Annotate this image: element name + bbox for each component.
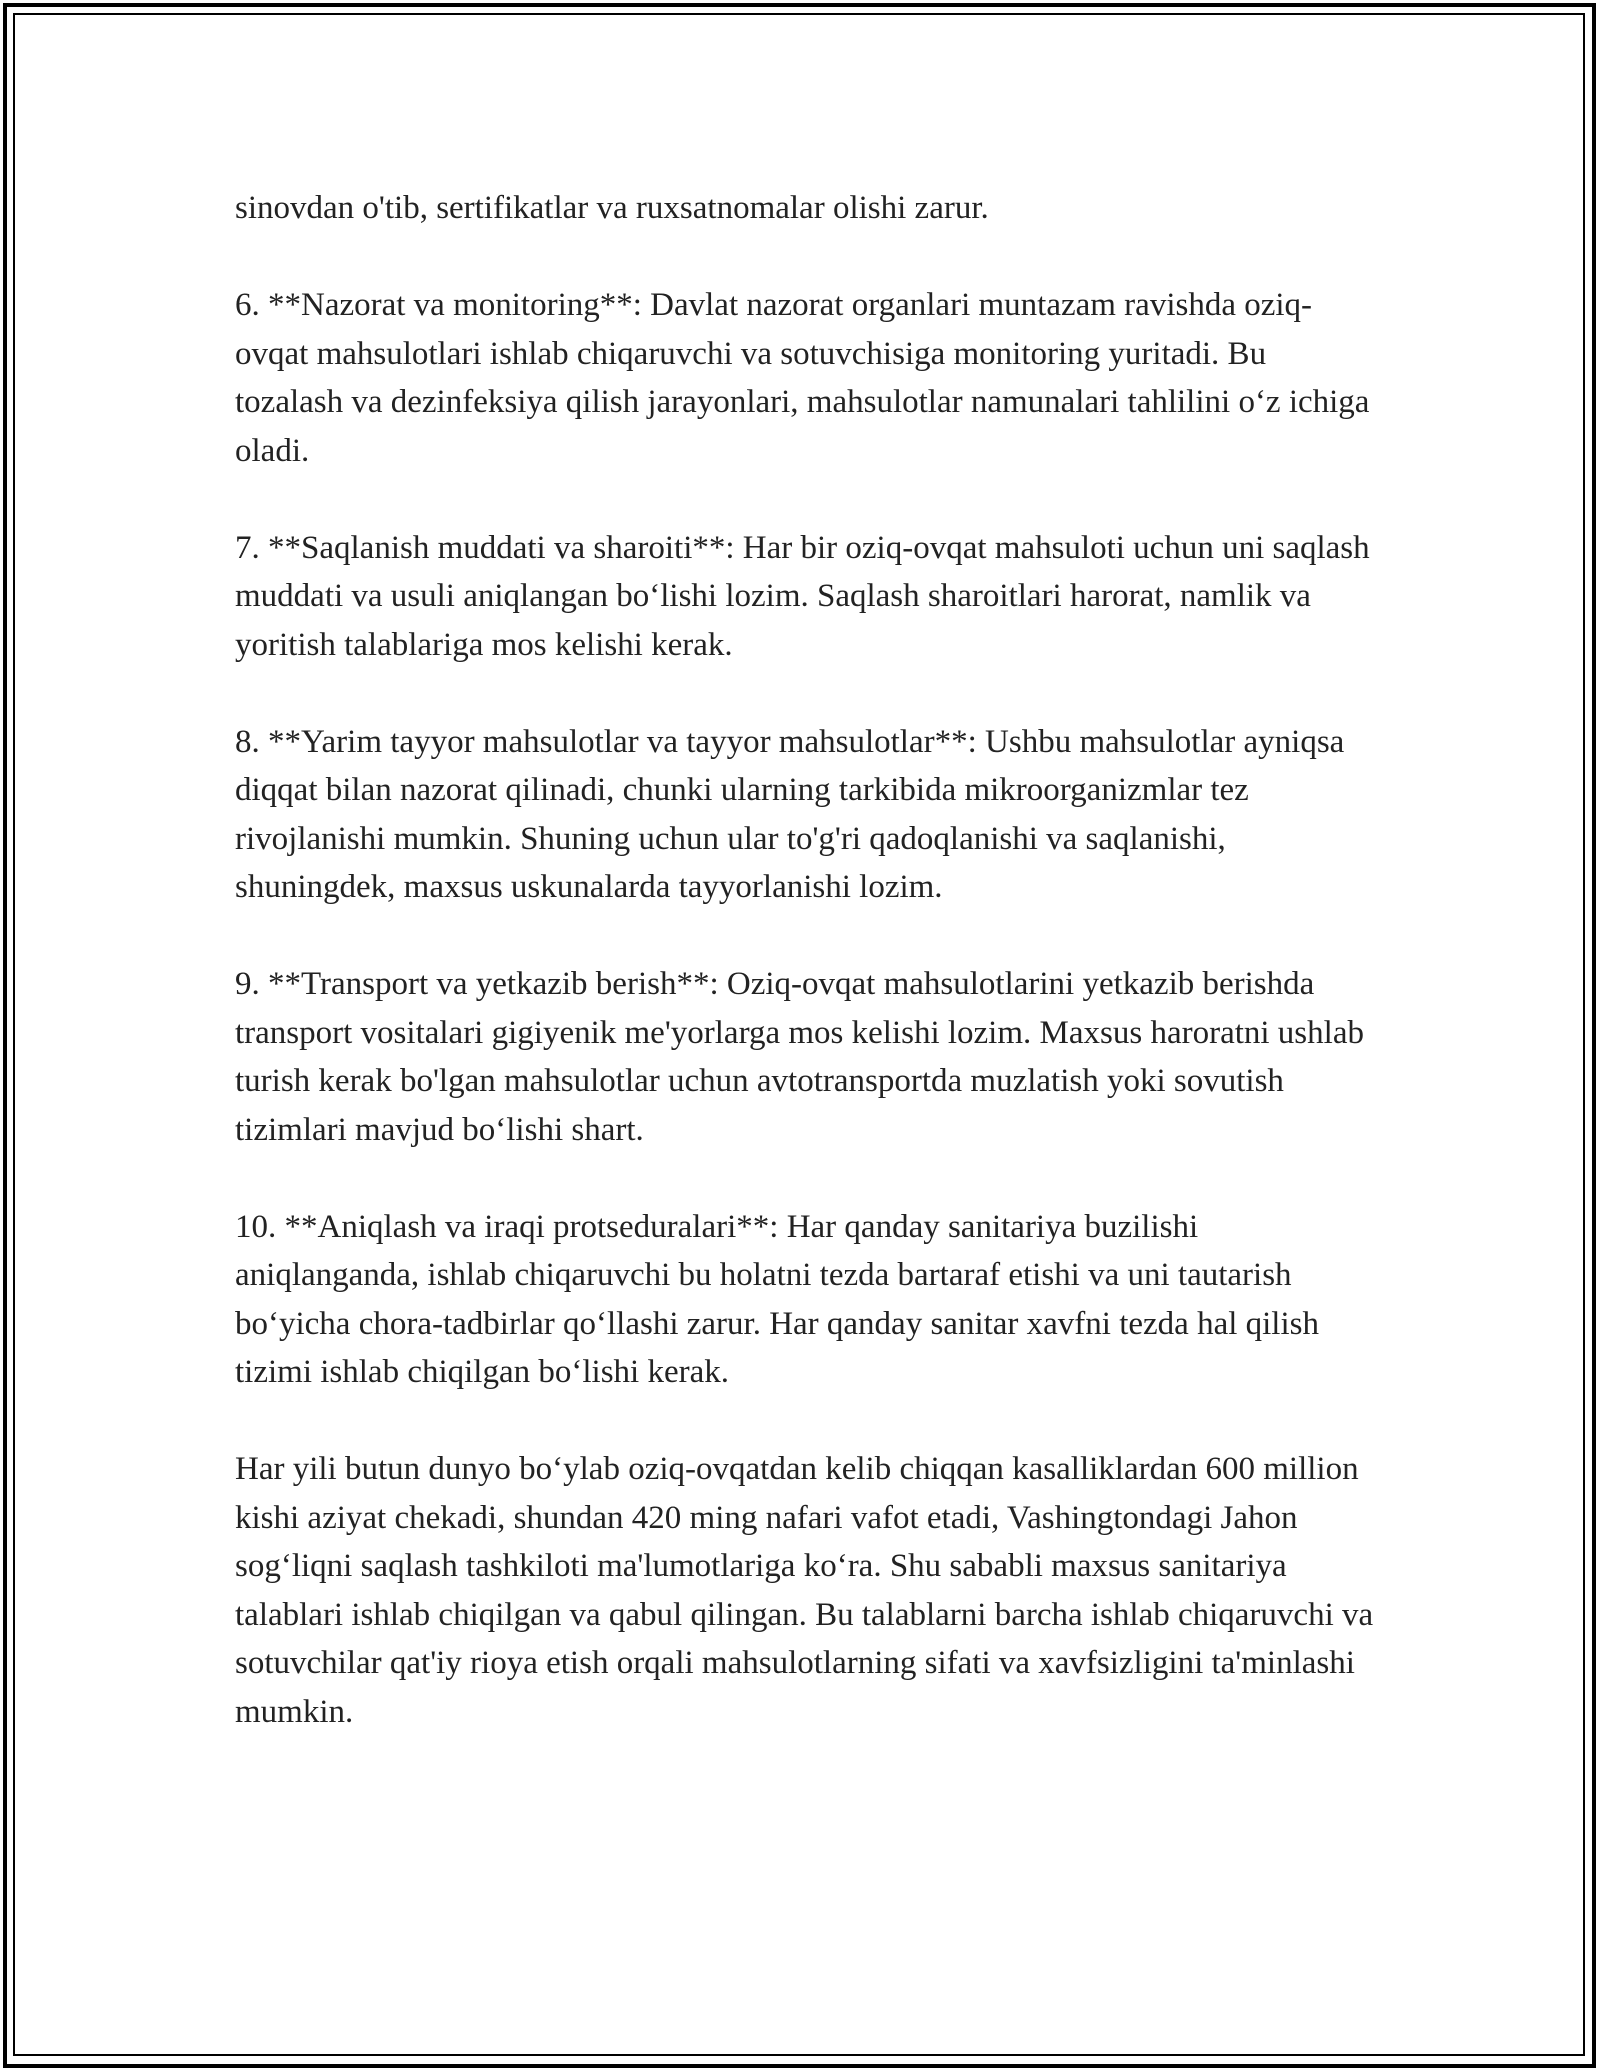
paragraph-item-8: 8. **Yarim tayyor mahsulotlar va tayyor mahsulotlar**: Ushbu mahsulotlar ayniqsa diqqat bilan nazorat qilinadi, chunki ularning tarkibida mikroorganizmlar tez rivojlanishi mumkin. Shuning uchun ular to'g'ri qadoqlanishi va saqlanishi, shuningdek, maxsus uskunalarda tayyorlanishi lozim.: [235, 723, 1345, 905]
paragraph-item-7: 7. **Saqlanish muddati va sharoiti**: Har bir oziq-ovqat mahsuloti uchun uni saqlash muddati va usuli aniqlangan bo‘lishi lozim. Saqlash sharoitlari harorat, namlik va yoritish talablariga mos kelishi kerak.: [235, 529, 1370, 663]
paragraph-item-10: 10. **Aniqlash va iraqi protseduralari**: Har qanday sanitariya buzilishi aniqlanganda, ishlab chiqaruvchi bu holatni tezda bartaraf etishi va uni tautarish bo‘yicha chora-tadbirlar qo‘llashi zarur. Har qanday sanitar xavfni tezda hal qilish tizimi ishlab chiqilgan bo‘lishi kerak.: [235, 1208, 1319, 1390]
paragraph-conclusion: Har yili butun dunyo bo‘ylab oziq-ovqatdan kelib chiqqan kasalliklardan 600 million kishi aziyat chekadi, shundan 420 ming nafari vafot etadi, Vashingtondagi Jahon sog‘liqni saqlash tashkiloti ma'lumotlariga ko‘ra. Shu sababli maxsus sanitariya talablari ishlab chiqilgan va qabul qilingan. Bu talablarni barcha ishlab chiqaruvchi va sotuvchilar qat'iy rioya etish orqali mahsulotlarning sifati va xavfsizligini ta'minlashi mumkin.: [235, 1451, 1374, 1730]
paragraph-item-6: 6. **Nazorat va monitoring**: Davlat nazorat organlari muntazam ravishda oziq-ovqat mahsulotlari ishlab chiqaruvchi va sotuvchisiga monitoring yuritadi. Bu tozalash va dezinfeksiya qilish jarayonlari, mahsulotlar namunalari tahlilini o‘z ichiga oladi.: [235, 287, 1370, 469]
paragraph-continuation: sinovdan o'tib, sertifikatlar va ruxsatnomalar olishi zarur.: [235, 190, 989, 226]
paragraph-item-9: 9. **Transport va yetkazib berish**: Oziq-ovqat mahsulotlarini yetkazib berishda transport vositalari gigiyenik me'yorlarga mos kelishi lozim. Maxsus haroratni ushlab turish kerak bo'lgan mahsulotlar uchun avtotransportda muzlatish yoki sovutish tizimlari mavjud bo‘lishi shart.: [235, 966, 1364, 1148]
document-body: [235, 184, 1380, 1785]
